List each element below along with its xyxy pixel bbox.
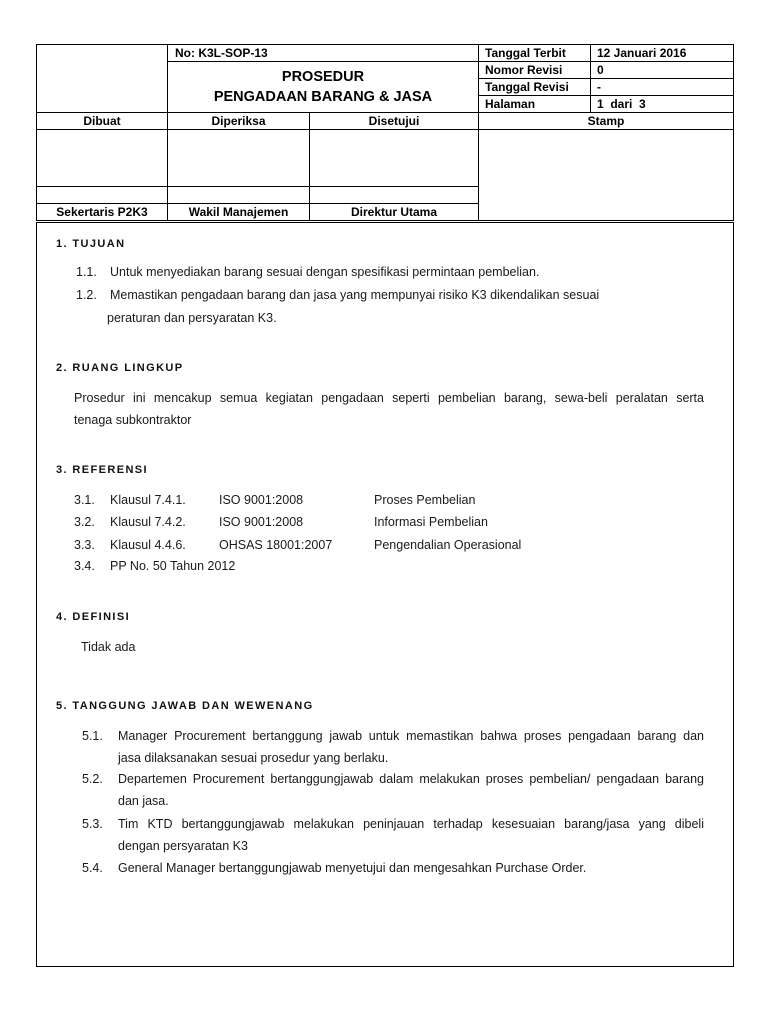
referensi-item-1-topic: Proses Pembelian: [374, 493, 476, 507]
referensi-item-4-number: 3.4.: [74, 559, 95, 573]
definisi-text: Tidak ada: [81, 640, 136, 654]
referensi-item-1-standard: ISO 9001:2008: [219, 493, 304, 507]
tanggung-jawab-item-2-text: Departemen Procurement bertanggungjawab dalam melakukan proses pembelian/ pengadaan barang: [118, 772, 704, 786]
meta-value-issue-date: 12 Januari 2016: [590, 44, 734, 62]
signature-box-diperiksa: [167, 129, 310, 187]
section-heading-tanggung-jawab: 5. TANGGUNG JAWAB DAN WEWENANG: [56, 700, 314, 712]
tanggung-jawab-item-3-text-continued: dengan persyaratan K3: [118, 839, 248, 853]
referensi-item-3-clause: Klausul 4.4.6.: [110, 538, 186, 552]
document-title: [167, 61, 479, 113]
tanggung-jawab-item-3-text: Tim KTD bertanggungjawab melakukan peninjauan terhadap kesesuaian barang/jasa yang dibeli: [118, 817, 704, 831]
signature-date-diperiksa: [167, 186, 310, 204]
referensi-item-2-topic: Informasi Pembelian: [374, 515, 488, 529]
meta-label-revision-number: Nomor Revisi: [478, 61, 591, 79]
referensi-item-3-topic: Pengendalian Operasional: [374, 538, 522, 552]
procedure-body: [36, 222, 734, 967]
tujuan-item-1-number: 1.1.: [76, 265, 97, 279]
approval-header-dibuat: Dibuat: [36, 112, 168, 130]
referensi-item-1-number: 3.1.: [74, 493, 95, 507]
referensi-item-1-clause: Klausul 7.4.1.: [110, 493, 186, 507]
signature-date-disetujui: [309, 186, 479, 204]
section-heading-definisi: 4. DEFINISI: [56, 611, 131, 623]
document-title-line-2: PENGADAAN BARANG & JASA: [213, 89, 433, 105]
approval-header-diperiksa: Diperiksa: [167, 112, 310, 130]
tanggung-jawab-item-4-number: 5.4.: [82, 861, 103, 875]
section-heading-referensi: 3. REFERENSI: [56, 464, 148, 476]
referensi-item-3-number: 3.3.: [74, 538, 95, 552]
referensi-item-3-standard: OHSAS 18001:2007: [219, 538, 333, 552]
referensi-item-2-clause: Klausul 7.4.2.: [110, 515, 186, 529]
referensi-item-2-standard: ISO 9001:2008: [219, 515, 304, 529]
meta-label-revision-date: Tanggal Revisi: [478, 78, 591, 96]
tanggung-jawab-item-3-number: 5.3.: [82, 817, 103, 831]
stamp-box: [478, 129, 734, 221]
document-title-line-1: PROSEDUR: [281, 69, 365, 85]
tanggung-jawab-item-2-number: 5.2.: [82, 772, 103, 786]
tanggung-jawab-item-1-text-continued: jasa dilaksanakan sesuai prosedur yang berlaku.: [118, 751, 389, 765]
meta-label-page: Halaman: [478, 95, 591, 113]
tujuan-item-2-number: 1.2.: [76, 288, 97, 302]
logo-cell: [36, 44, 168, 113]
tanggung-jawab-item-4-text: General Manager bertanggungjawab menyetujui dan mengesahkan Purchase Order.: [118, 861, 587, 875]
tanggung-jawab-item-2-text-continued: dan jasa.: [118, 794, 169, 808]
tujuan-item-1-text: Untuk menyediakan barang sesuai dengan spesifikasi permintaan pembelian.: [110, 265, 540, 279]
signature-box-disetujui: [309, 129, 479, 187]
meta-value-page: 1 dari 3: [590, 95, 734, 113]
tujuan-item-2-text-continued: peraturan dan persyaratan K3.: [107, 311, 277, 325]
meta-value-revision-date: -: [590, 78, 734, 96]
ruang-lingkup-paragraph-line-1: Prosedur ini mencakup semua kegiatan pengadaan seperti pembelian barang, sewa-beli peralatan serta: [74, 391, 704, 405]
document-number: No: K3L-SOP-13: [167, 44, 479, 62]
meta-label-issue-date: Tanggal Terbit: [478, 44, 591, 62]
signature-date-dibuat: [36, 186, 168, 204]
section-heading-tujuan: 1. TUJUAN: [56, 238, 126, 250]
signature-box-dibuat: [36, 129, 168, 187]
referensi-item-4-text: PP No. 50 Tahun 2012: [110, 559, 236, 573]
tanggung-jawab-item-1-text: Manager Procurement bertanggung jawab untuk memastikan bahwa proses pengadaan barang dan: [118, 729, 704, 743]
document-header-table: [36, 44, 734, 221]
meta-value-revision-number: 0: [590, 61, 734, 79]
tanggung-jawab-item-1-number: 5.1.: [82, 729, 103, 743]
approval-header-stamp: Stamp: [478, 112, 734, 130]
signatory-diperiksa: Wakil Manajemen: [167, 203, 310, 221]
tujuan-item-2-text: Memastikan pengadaan barang dan jasa yang mempunyai risiko K3 dikendalikan sesuai: [110, 288, 600, 302]
signatory-dibuat: Sekertaris P2K3: [36, 203, 168, 221]
signatory-disetujui: Direktur Utama: [309, 203, 479, 221]
approval-header-disetujui: Disetujui: [309, 112, 479, 130]
referensi-item-2-number: 3.2.: [74, 515, 95, 529]
ruang-lingkup-paragraph-line-2: tenaga subkontraktor: [74, 413, 192, 427]
section-heading-ruang-lingkup: 2. RUANG LINGKUP: [56, 362, 184, 374]
